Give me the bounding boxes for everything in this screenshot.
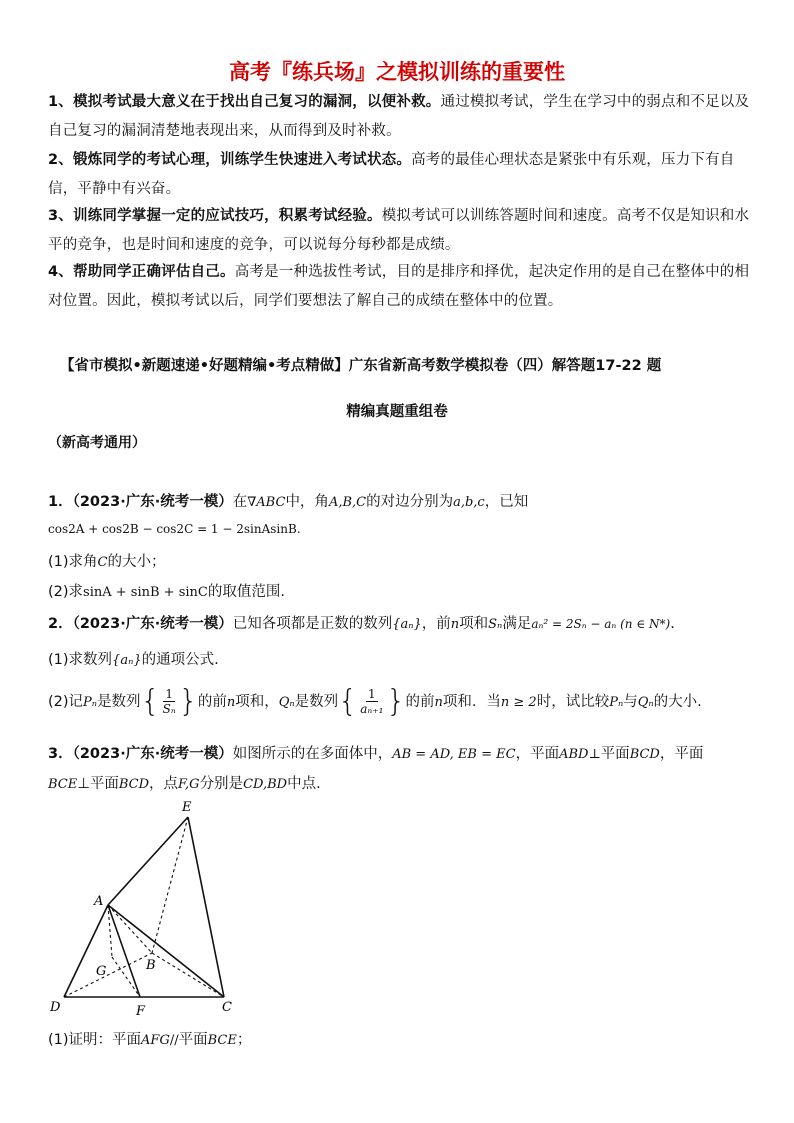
frac-denominator: aₙ₊₁: [360, 702, 384, 716]
fraction-1-over-an1: [358, 687, 385, 717]
q2-text: .: [670, 616, 675, 632]
q3-points: F,G: [178, 777, 200, 792]
frac-denominator: Sₙ: [162, 702, 176, 716]
q1-eq: cos2A + cos2B − cos2C = 1 − 2sinAsinB: [48, 522, 297, 536]
label-b: B: [146, 958, 156, 973]
edge-ab-hidden: [108, 905, 152, 953]
q1-text: 中，角: [285, 494, 329, 510]
q3-label: 3．（2023·广东·统考一模）: [48, 746, 233, 762]
q3-text: 中点.: [287, 776, 321, 792]
q3-text: 平面: [600, 746, 630, 762]
q2-p2-text: 是数列: [294, 694, 339, 710]
q2-condition: n ≥ 2: [500, 695, 537, 710]
q1-angles: A,B,C: [328, 495, 367, 510]
q3-p1-text: ；: [236, 1032, 252, 1048]
intro-paragraph-3: [48, 202, 758, 260]
intro-paragraph-4: [48, 258, 758, 316]
q2-p2-text: 的前: [405, 694, 435, 710]
frac-numerator: 1: [165, 687, 174, 701]
edge-ea: [108, 817, 188, 905]
q1-equation: [48, 522, 301, 536]
q1-p2-expr: sinA + sinB + sinC: [83, 585, 208, 600]
q3-text: ，平面: [515, 746, 560, 762]
q2-p2-text: 时，试比较: [536, 694, 610, 710]
q2-part1: [48, 648, 219, 669]
q1-part2: [48, 580, 285, 601]
q2-p2-text: 项和，: [235, 694, 279, 710]
q3-text: ，点: [149, 776, 179, 792]
q2-sn: Sₙ: [488, 617, 503, 632]
q2-text: ，前: [421, 616, 451, 632]
q1-stem: [48, 490, 528, 511]
q3-plane: BCD: [629, 747, 660, 762]
right-brace: }: [178, 684, 198, 719]
edge-ac: [108, 905, 224, 997]
q3-p1-plane: BCE: [207, 1033, 237, 1048]
q3-part1: [48, 1028, 251, 1049]
q2-pn: Pₙ: [609, 695, 624, 710]
edge-bc-hidden: [152, 953, 224, 997]
q2-text: 满足: [502, 616, 532, 632]
intro-1-text: 通过模拟考试，学生在学习中的弱点和不足以及自己复习的漏洞清楚地表现出来，从而得到及时补救。: [48, 94, 750, 139]
q2-p2-text: 的前: [197, 694, 227, 710]
q1-label: 1．（2023·广东·统考一模）: [48, 494, 233, 510]
q3-parallel: //: [169, 1033, 179, 1048]
q2-text: 项和: [459, 616, 489, 632]
intro-4-bold: 4、帮助同学正确评估自己。: [48, 264, 235, 280]
label-c: C: [222, 1000, 232, 1015]
intro-paragraph-2: [48, 146, 758, 204]
q2-label: 2．（2023·广东·统考一模）: [48, 616, 233, 632]
q3-plane: BCD: [118, 777, 150, 792]
q2-p1-seq: {aₙ}: [112, 653, 142, 668]
q3-stem-line1: [48, 742, 703, 763]
exam-header-line1: 【省市模拟•新题速递•好题精编•考点精做】广东省新高考数学模拟卷（四）解答题17-22 题: [60, 358, 662, 374]
q2-p2-text: (2)记: [48, 694, 84, 710]
q3-condition: AB = AD, EB = EC: [392, 747, 516, 762]
q1-p1-var: C: [97, 555, 108, 570]
q2-p2-text: 是数列: [97, 694, 141, 710]
q3-plane: ABD: [559, 747, 589, 762]
edge-gf-hidden: [112, 957, 140, 997]
q2-part2: [48, 682, 702, 723]
left-brace: {: [140, 684, 160, 719]
q2-n: n: [450, 617, 460, 632]
q1-p1-text: (1)求角: [48, 554, 98, 570]
q3-text: ⊥平面: [77, 776, 119, 792]
left-brace: {: [338, 684, 358, 719]
q3-stem-line2: [48, 772, 321, 793]
label-g: G: [96, 964, 107, 979]
q2-text: 已知各项都是正数的数列: [232, 616, 393, 632]
label-e: E: [182, 800, 192, 815]
polyhedron-figure: [40, 795, 260, 1025]
q1-text: 的对边分别为: [366, 494, 454, 510]
q2-relation: aₙ² = 2Sₙ − aₙ (n ∈ N*): [531, 617, 671, 631]
q3-p1-text: 平面: [178, 1032, 208, 1048]
q3-plane: BCE: [48, 777, 78, 792]
intro-2-bold: 2、锻炼同学的考试心理，训练学生快速进入考试状态。: [48, 152, 412, 168]
edge-ad: [64, 905, 108, 997]
edge-af: [108, 905, 140, 997]
exam-header-line3: （新高考通用）: [48, 435, 146, 451]
page-title: 高考『练兵场』之模拟训练的重要性: [229, 60, 565, 84]
q2-qn: Qₙ: [637, 695, 654, 710]
edge-ec: [188, 817, 224, 997]
edge-db-hidden: [64, 953, 152, 997]
q3-segments: CD,BD: [243, 777, 288, 792]
q1-triangle: ∇ABC: [247, 495, 286, 510]
q3-text: ，平面: [659, 746, 704, 762]
q2-seq: {aₙ}: [392, 617, 422, 632]
right-brace: }: [386, 684, 406, 719]
frac-numerator: 1: [368, 687, 376, 701]
q3-text: 如图所示的在多面体中，: [232, 746, 393, 762]
intro-3-text: 模拟考试可以训练答题时间和速度。高考不仅是知识和水平的竞争，也是时间和速度的竞争，可以说每分每秒都是成绩。: [48, 208, 750, 253]
intro-2-text: 高考的最佳心理状态是紧张中有乐观，压力下有自信，平静中有兴奋。: [48, 152, 735, 197]
q1-text: 在: [232, 494, 248, 510]
fraction-1-over-sn: [161, 687, 178, 717]
q1-part1: [48, 550, 166, 571]
q1-p2-text: 的取值范围.: [207, 584, 285, 600]
label-a: A: [94, 894, 104, 909]
q2-p2-text: 与: [623, 694, 638, 710]
q3-text: 分别是: [199, 776, 244, 792]
q2-qn: Qₙ: [278, 695, 295, 710]
q3-p1-text: (1)证明：平面: [48, 1032, 142, 1048]
q2-pn: Pₙ: [83, 695, 98, 710]
q1-text: ，已知: [484, 494, 529, 510]
exam-header-line2: 精编真题重组卷: [346, 404, 448, 420]
label-f: F: [136, 1004, 146, 1019]
q3-perp: ⊥: [588, 747, 601, 762]
q1-eq-end: .: [296, 522, 301, 536]
label-d: D: [50, 1000, 61, 1015]
q2-p1-text: 的通项公式.: [141, 652, 219, 668]
intro-paragraph-1: [48, 88, 758, 146]
intro-4-text: 高考是一种选拔性考试，目的是排序和择优，起决定作用的是自己在整体中的相对位置。因此，模拟考试以后，同学们要想法了解自己的成绩在整体中的位置。: [48, 264, 750, 309]
q2-p1-text: (1)求数列: [48, 652, 113, 668]
q2-n: n: [226, 695, 236, 710]
q1-sides: a,b,c: [453, 495, 485, 510]
q1-p2-text: (2)求: [48, 584, 84, 600]
intro-3-bold: 3、训练同学掌握一定的应试技巧，积累考试经验。: [48, 208, 382, 224]
intro-1-bold: 1、模拟考试最大意义在于找出自己复习的漏洞，以便补救。: [48, 94, 441, 110]
q3-p1-plane: AFG: [141, 1033, 170, 1048]
q2-p2-text: 项和．当: [442, 694, 501, 710]
q2-p2-text: 的大小.: [653, 694, 702, 710]
q1-p1-text: 的大小；: [107, 554, 166, 570]
q2-n: n: [434, 695, 443, 710]
q2-stem: [48, 612, 675, 633]
